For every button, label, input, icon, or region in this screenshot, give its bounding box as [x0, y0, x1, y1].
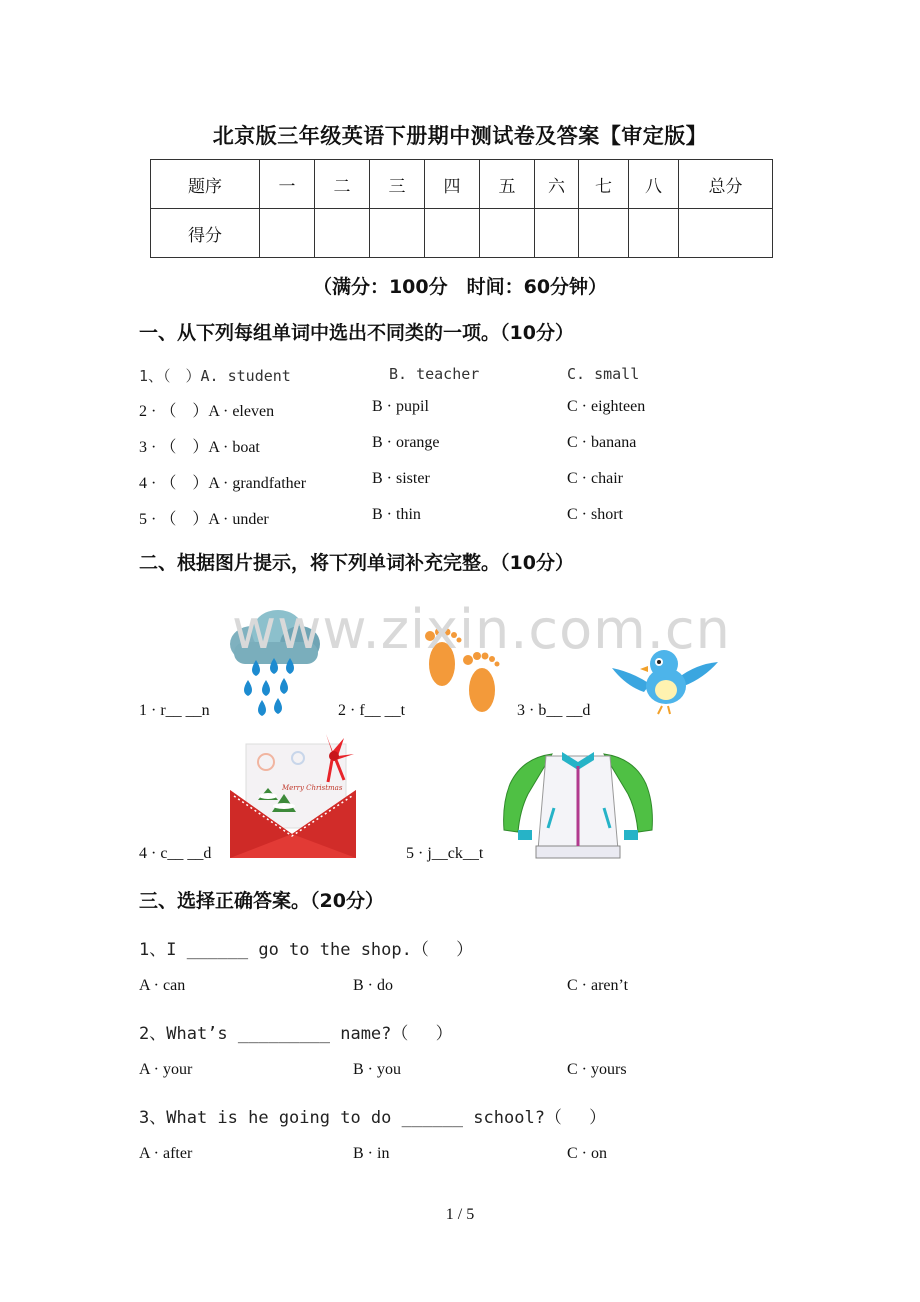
- word-completion-1: 1 · r__ __n: [139, 702, 210, 719]
- question-3-3-option-b: B · in: [353, 1145, 390, 1162]
- score-table-header-row: [151, 160, 773, 209]
- word-completion-5: 5 · j__ck__t: [406, 845, 484, 862]
- question-1-4-option-b: B · sister: [372, 470, 430, 487]
- table-cell: 七: [579, 160, 629, 209]
- page-title: 北京版三年级英语下册期中测试卷及答案【审定版】: [212, 124, 708, 148]
- table-cell: 五: [480, 160, 535, 209]
- word-completion-3: 3 · b__ __d: [517, 702, 591, 719]
- question-1-5-option-c: C · short: [567, 506, 623, 523]
- section2-heading: 二、根据图片提示，将下列单词补充完整。（10分）: [139, 552, 574, 574]
- question-1-1-option-b: B. teacher: [389, 365, 480, 383]
- question-3-1-option-b: B · do: [353, 977, 393, 994]
- question-1-1-option-c: C. small: [567, 365, 640, 383]
- card-text: Merry Christmas: [282, 784, 343, 792]
- page-number: 1 / 5: [445, 1206, 475, 1223]
- table-cell: 总分: [679, 160, 773, 209]
- table-cell: 三: [370, 160, 425, 209]
- score-input-cell[interactable]: [629, 209, 679, 258]
- question-3-2-option-b: B · you: [353, 1061, 401, 1078]
- question-1-3-option-b: B · orange: [372, 434, 440, 451]
- score-table: [150, 159, 773, 258]
- table-cell: 二: [315, 160, 370, 209]
- score-input-cell[interactable]: [315, 209, 370, 258]
- question-3-2-option-c: C · yours: [567, 1061, 627, 1078]
- question-3-1-option-a: A · can: [139, 977, 186, 994]
- table-cell: 四: [425, 160, 480, 209]
- question-1-3-option-a: 3 · （ ）A · boat: [139, 439, 260, 456]
- score-table-score-row: [151, 209, 773, 258]
- table-cell: 八: [629, 160, 679, 209]
- word-completion-4: 4 · c__ __d: [139, 845, 212, 862]
- question-1-3-option-c: C · banana: [567, 434, 637, 451]
- score-input-cell[interactable]: [535, 209, 579, 258]
- table-cell: 一: [260, 160, 315, 209]
- score-input-cell[interactable]: [480, 209, 535, 258]
- christmas-card-icon: [228, 730, 358, 860]
- score-input-cell[interactable]: [260, 209, 315, 258]
- table-cell: 六: [535, 160, 579, 209]
- question-1-2-option-b: B · pupil: [372, 398, 429, 415]
- score-input-cell[interactable]: [370, 209, 425, 258]
- score-input-cell[interactable]: [679, 209, 773, 258]
- section3-heading: 三、选择正确答案。（20分）: [139, 890, 384, 912]
- question-3-3-option-c: C · on: [567, 1145, 607, 1162]
- score-time-info: （满分：100分 时间：60分钟）: [312, 276, 608, 298]
- question-3-1-option-c: C · aren’t: [567, 977, 629, 994]
- question-3-3-option-a: A · after: [139, 1145, 193, 1162]
- question-3-2: 2、What’s _________ name?（ ）: [139, 1024, 453, 1044]
- table-cell: 得分: [151, 209, 260, 258]
- question-3-1: 1、I ______ go to the shop.（ ）: [139, 940, 474, 960]
- table-cell: 题序: [151, 160, 260, 209]
- score-input-cell[interactable]: [425, 209, 480, 258]
- question-1-4-option-a: 4 · （ ）A · grandfather: [139, 475, 307, 492]
- word-completion-2: 2 · f__ __t: [338, 702, 406, 719]
- question-1-1-option-a: 1、（ ）A. student: [139, 367, 291, 385]
- section1-heading: 一、从下列每组单词中选出不同类的一项。（10分）: [139, 322, 574, 344]
- score-input-cell[interactable]: [579, 209, 629, 258]
- question-1-5-option-a: 5 · （ ）A · under: [139, 511, 269, 528]
- watermark: www.zixin.com.cn: [232, 598, 731, 661]
- question-1-2-option-c: C · eighteen: [567, 398, 646, 415]
- question-1-4-option-c: C · chair: [567, 470, 623, 487]
- question-3-3: 3、What is he going to do ______ school?（ ）: [139, 1108, 607, 1128]
- question-1-2-option-a: 2 · （ ）A · eleven: [139, 403, 275, 420]
- question-3-2-option-a: A · your: [139, 1061, 193, 1078]
- question-1-5-option-b: B · thin: [372, 506, 421, 523]
- jacket-icon: [500, 748, 656, 860]
